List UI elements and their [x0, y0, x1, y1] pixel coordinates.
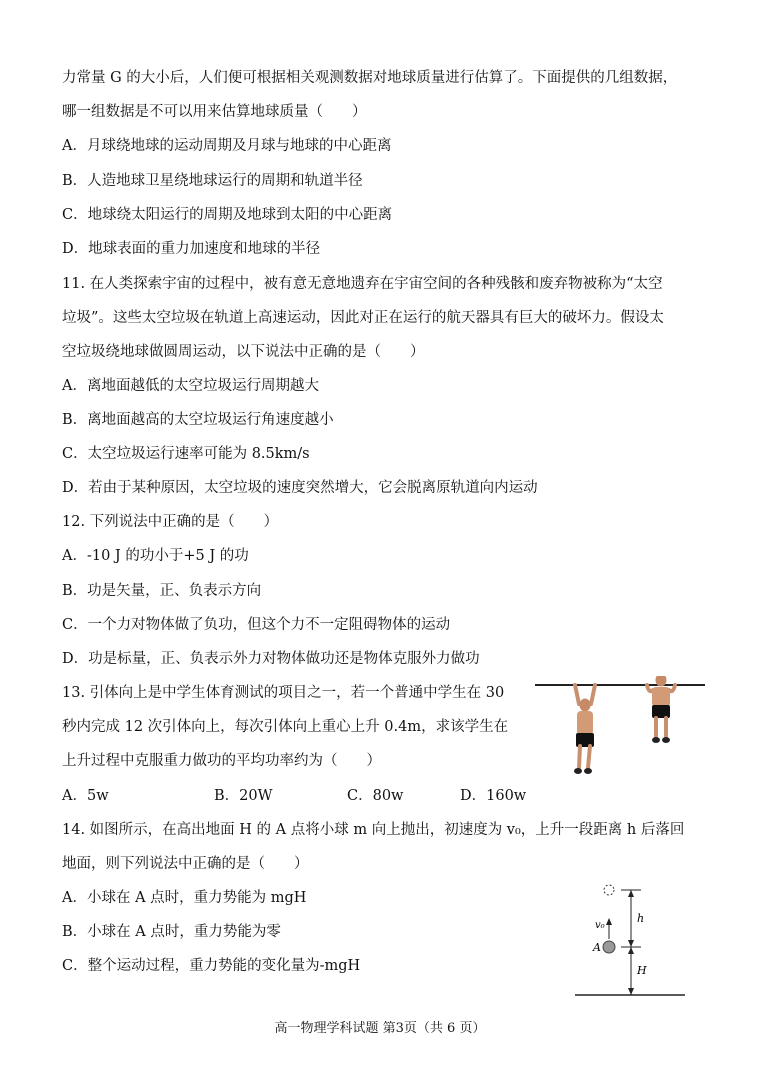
label-v0: v₀	[595, 920, 605, 931]
velocity-arrow-icon	[606, 918, 612, 925]
q10-option-d: D．地球表面的重力加速度和地球的半径	[62, 241, 321, 257]
q10-option-a: A．月球绕地球的运动周期及月球与地球的中心距离	[62, 138, 392, 154]
hanging-athlete-figure	[574, 685, 595, 774]
q10-stem-line1: 力常量 G 的大小后，人们便可根据相关观测数据对地球质量进行估算了。下面提供的几组数据，	[62, 70, 678, 86]
q12-option-c: C．一个力对物体做了负功，但这个力不一定阻碍物体的运动	[62, 617, 451, 633]
q14-option-c: C．整个运动过程，重力势能的变化量为-mgH	[62, 958, 361, 974]
page-footer: 高一物理学科试题 第3页（共 6 页）	[274, 1021, 486, 1036]
q11-stem-line1: 11. 在人类探索宇宙的过程中，被有意无意地遗弃在宇宙空间的各种残骸和废弃物被称为“太空	[62, 276, 663, 292]
q14-option-a: A．小球在 A 点时，重力势能为 mgH	[62, 890, 307, 906]
q11-stem-line2: 垃圾”。这些太空垃圾在轨道上高速运动，因此对正在运行的航天器具有巨大的破坏力。假设太	[62, 310, 664, 326]
q11-stem-line3: 空垃圾绕地球做圆周运动，以下说法中正确的是（ ）	[62, 344, 425, 360]
q11-option-c: C．太空垃圾运行速率可能为 8.5km/s	[62, 446, 310, 462]
q12-option-d: D．功是标量，正、负表示外力对物体做功还是物体克服外力做功	[62, 651, 480, 667]
q11-option-d: D．若由于某种原因，太空垃圾的速度突然增大，它会脱离原轨道向内运动	[62, 480, 538, 496]
q10-stem-line2: 哪一组数据是不可以用来估算地球质量（ ）	[62, 104, 367, 120]
q14-option-b: B．小球在 A 点时，重力势能为零	[62, 924, 281, 940]
pulled-up-athlete-figure	[647, 676, 675, 743]
q12-option-a: A．-10 J 的功小于+5 J 的功	[62, 548, 249, 564]
q13-option-a: A．5w	[62, 788, 109, 804]
top-position-marker	[604, 885, 614, 895]
q13-stem-line1: 13. 引体向上是中学生体育测试的项目之一，若一个普通中学生在 30	[62, 685, 505, 701]
q14-stem-line2: 地面，则下列说法中正确的是（ ）	[62, 856, 309, 872]
q13-option-d: D．160w	[460, 788, 527, 804]
pull-up-illustration	[535, 676, 707, 778]
q13-option-b: B．20W	[214, 788, 273, 804]
ball-icon	[603, 941, 615, 953]
label-a: A	[593, 941, 601, 954]
q10-option-c: C．地球绕太阳运行的周期及地球到太阳的中心距离	[62, 207, 393, 223]
q13-stem-line2: 秒内完成 12 次引体向上，每次引体向上重心上升 0.4m，求该学生在	[62, 719, 509, 735]
q10-option-b: B．人造地球卫星绕地球运行的周期和轨道半径	[62, 173, 363, 189]
label-h: h	[637, 912, 645, 925]
label-big-h: H	[637, 964, 647, 977]
q11-option-b: B．离地面越高的太空垃圾运行角速度越小	[62, 412, 334, 428]
q12-option-b: B．功是矢量，正、负表示方向	[62, 583, 262, 599]
projectile-height-diagram	[575, 880, 685, 1000]
q13-stem-line3: 上升过程中克服重力做功的平均功率约为（ ）	[62, 753, 381, 769]
q14-stem-line1: 14. 如图所示，在高出地面 H 的 A 点将小球 m 向上抛出，初速度为 v₀，上升一段距离 h 后落回	[62, 822, 685, 838]
q11-option-a: A．离地面越低的太空垃圾运行周期越大	[62, 378, 319, 394]
q12-stem: 12. 下列说法中正确的是（ ）	[62, 514, 279, 530]
q13-option-c: C．80w	[347, 788, 404, 804]
